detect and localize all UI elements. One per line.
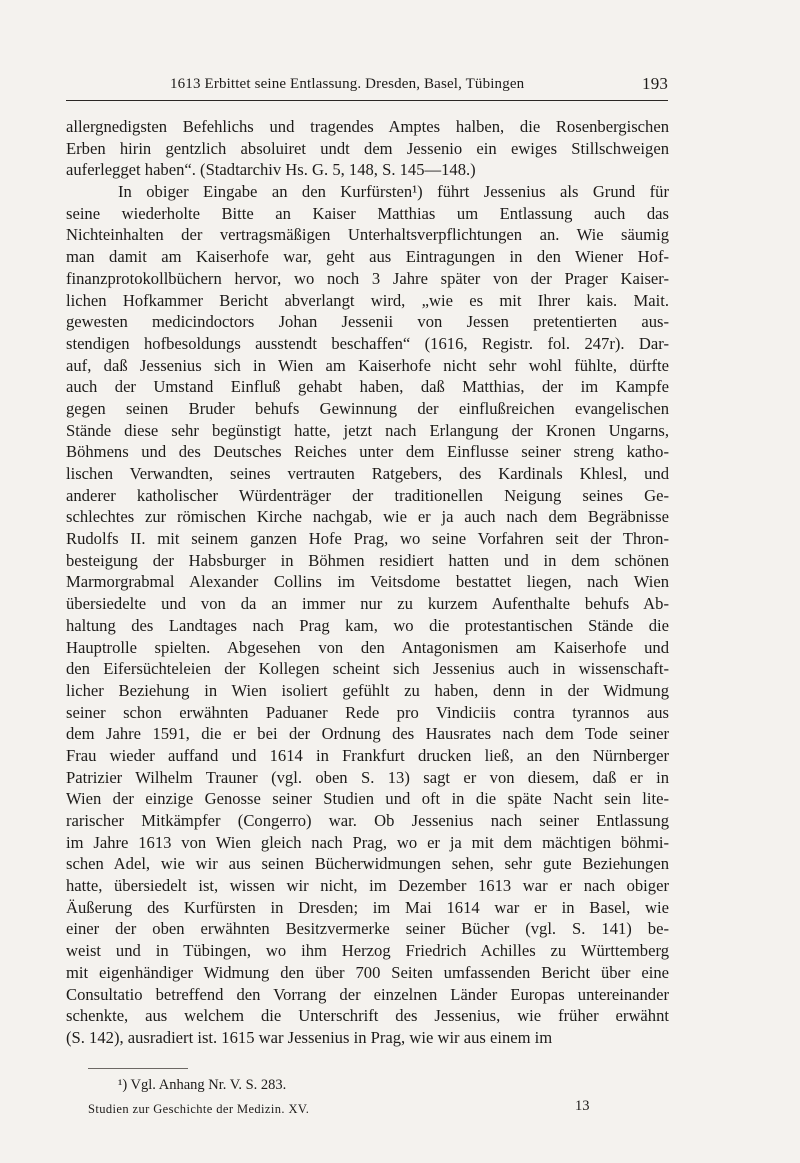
text-line: dem Jahre 1591, die er bei der Ordnung des Hausrates nach dem Tode seiner — [66, 724, 669, 744]
text-line: Marmorgrabmal Alexander Collins im Veitsdome bestattet liegen, nach Wien — [66, 572, 669, 592]
text-line: Patrizier Wilhelm Trauner (vgl. oben S. 13) sagt er von diesem, daß er in — [66, 767, 669, 787]
text-line: Wien der einzige Genosse seiner Studien und oft in die späte Nacht sein lite- — [66, 789, 669, 809]
text-line: auf, daß Jessenius sich in Wien am Kaiserhofe nicht sehr wohl fühlte, dürfte — [66, 355, 669, 375]
text-line: lischen Verwandten, seines vertrauten Ratgebers, des Kardinals Khlesl, und — [66, 464, 669, 483]
text-line: auch der Umstand Einfluß gehabt haben, daß Matthias, der im Kampfe — [66, 377, 669, 397]
header-rule — [66, 100, 668, 101]
text-line: rarischer Mitkämpfer (Congerro) war. Ob Jessenius nach seiner Entlassung — [66, 811, 669, 830]
text-line: man damit am Kaiserhofe war, geht aus Eintragungen in den Wiener Hof- — [66, 247, 669, 267]
text-line: Erben hirin gentzlich absoluiret undt dem Jessenio ein ewiges Stillschweigen — [66, 138, 669, 158]
series-title: Studien zur Geschichte der Medizin. XV. — [88, 1102, 310, 1116]
text-line: gewesten medicindoctors Johan Jessenii von Jessen pretentierten aus- — [66, 312, 669, 332]
text-line: allergnedigsten Befehlichs und tragendes Amptes halben, die Rosenbergischen — [66, 117, 669, 136]
text-line: haltung des Landtages nach Prag kam, wo die protestantischen Stände die — [66, 615, 669, 635]
text-line: seine wiederholte Bitte an Kaiser Matthias um Entlassung auch das — [66, 203, 669, 223]
running-head-title: 1613 Erbittet seine Entlassung. Dresden, Basel, Tübingen — [170, 76, 525, 92]
text-line: mit eigenhändiger Widmung den über 700 Seiten umfassenden Bericht über eine — [66, 962, 669, 982]
text-line: seiner schon erwähnten Paduaner Rede pro Vindiciis contra tyrannos aus — [66, 702, 669, 722]
footnote-rule — [88, 1068, 188, 1069]
text-line: schenkte, aus welchem die Unterschrift des Jessenius, wie früher erwähnt — [66, 1006, 669, 1026]
text-line: Nichteinhalten der vertragsmäßigen Unterhaltsverpflichtungen an. Wie säumig — [66, 225, 669, 245]
text-line: Stände diese sehr begünstigt hatte, jetzt nach Erlangung der Kronen Ungarns, — [66, 420, 669, 440]
footnote: ¹) Vgl. Anhang Nr. V. S. 283. — [118, 1077, 287, 1093]
text-line: In obiger Eingabe an den Kurfürsten¹) führt Jessenius als Grund für — [118, 182, 669, 202]
text-line: im Jahre 1613 von Wien gleich nach Prag, wo er ja mit dem mächtigen böhmi- — [66, 832, 669, 852]
text-line: Böhmens und des Deutsches Reiches unter dem Einflusse seiner streng katho- — [66, 442, 669, 462]
text-line: anderer katholischer Würdenträger der traditionellen Neigung seines Ge- — [66, 485, 669, 505]
text-line: den Eifersüchteleien der Kollegen scheint sich Jessenius auch in wissenschaft- — [66, 659, 669, 679]
text-line: finanzprotokollbüchern hervor, wo noch 3 Jahre später von der Prager Kaiser- — [66, 268, 669, 288]
text-line: einer der oben erwähnten Besitzvermerke seiner Bücher (vgl. S. 141) be- — [66, 919, 669, 939]
text-line: licher Beziehung in Wien isoliert gefühlt zu haben, denn in der Widmung — [66, 680, 669, 700]
text-line: hatte, übersiedelt ist, wissen wir nicht, im Dezember 1613 war er nach obiger — [66, 876, 669, 896]
text-line: (S. 142), ausradiert ist. 1615 war Jessenius in Prag, wie wir aus einem im — [66, 1027, 553, 1047]
text-line: weist und in Tübingen, wo ihm Herzog Friedrich Achilles zu Württemberg — [66, 941, 669, 961]
body-text — [66, 116, 669, 1049]
text-line: übersiedelte und von da an immer nur zu kurzem Aufenthalte behufs Ab- — [66, 594, 669, 614]
text-line: schen Adel, wie wir aus seinen Bücherwidmungen sehen, sehr gute Beziehungen — [66, 854, 669, 874]
text-line: Frau wieder auffand und 1614 in Frankfurt drucken ließ, an den Nürnberger — [66, 745, 669, 765]
text-line: besteigung der Habsburger in Böhmen residiert hatten und in dem schönen — [66, 550, 669, 570]
text-line: stendigen hofbesoldungs ausstendt beschaffen“ (1616, Registr. fol. 247r). Dar- — [66, 333, 669, 353]
signature-mark: 13 — [575, 1098, 590, 1114]
text-line: Hauptrolle spielten. Abgesehen von den Antagonismen am Kaiserhofe und — [66, 637, 669, 657]
text-line: schlechtes zur römischen Kirche nachgab, wie er ja auch nach dem Begräbnisse — [66, 507, 669, 527]
text-line: Rudolfs II. mit seinem ganzen Hofe Prag, wo seine Vorfahren seit der Thron- — [66, 529, 669, 549]
text-line: lichen Hofkammer Bericht abverlangt wird, „wie es mit Ihrer kais. Mait. — [66, 290, 669, 310]
page-number: 193 — [642, 74, 668, 93]
text-line: gegen seinen Bruder behufs Gewinnung der einflußreichen evangelischen — [66, 398, 669, 418]
text-line: auferlegget haben“. (Stadtarchiv Hs. G. 5, 148, S. 145—148.) — [66, 160, 476, 180]
text-line: Äußerung des Kurfürsten in Dresden; im Mai 1614 war er in Basel, wie — [66, 897, 669, 917]
text-line: Consultatio betreffend den Vorrang der einzelnen Länder Europas untereinander — [66, 984, 669, 1004]
